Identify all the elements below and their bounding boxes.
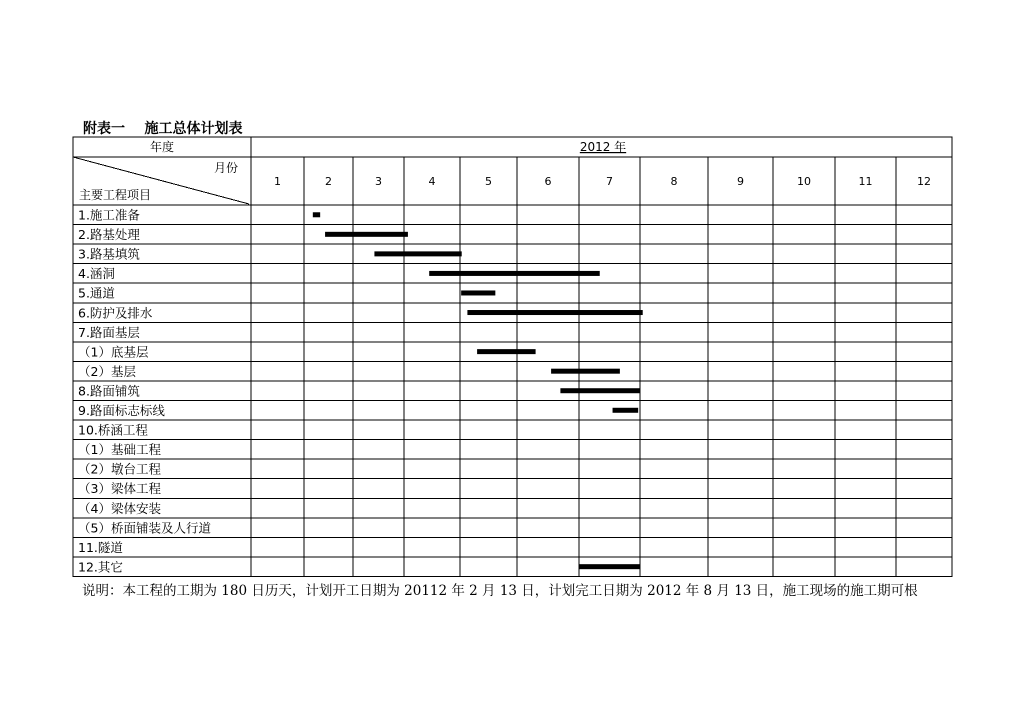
month-label-12: 12	[917, 175, 931, 188]
month-label: 月份	[213, 161, 238, 175]
schedule-bar	[467, 310, 642, 315]
month-label-7: 7	[606, 175, 613, 188]
month-label-3: 3	[375, 175, 382, 188]
month-labels	[274, 175, 931, 188]
table-grid	[73, 137, 952, 576]
schedule-note: 说明：本工程的工期为 180 日历天，计划开工日期为 20112 年 2 月 13 日，计划完工日期为 2012 年 8 月 13 日，施工现场的施工期可根	[82, 583, 918, 599]
month-label-11: 11	[858, 175, 873, 188]
schedule-bar	[374, 251, 461, 256]
year-value: 2012 年	[579, 140, 627, 154]
row-label: 1.施工准备	[78, 207, 140, 223]
schedule-bar	[477, 349, 535, 354]
row-label: 9.路面标志标线	[78, 403, 165, 418]
table-title: 附表一 施工总体计划表	[83, 121, 243, 137]
schedule-bar	[325, 232, 408, 237]
row-labels	[78, 208, 211, 575]
month-label-6: 6	[544, 175, 552, 188]
row-label: （4）梁体安装	[78, 500, 161, 516]
row-label: （2）基层	[78, 363, 136, 379]
month-label-4: 4	[428, 175, 436, 188]
row-label: （5）桥面铺装及人行道	[78, 520, 211, 536]
schedule-bar	[429, 271, 600, 276]
schedule-bar	[560, 388, 640, 393]
schedule-bar	[551, 369, 620, 374]
row-label: 11.隧道	[78, 539, 123, 555]
month-label-2: 2	[325, 175, 332, 188]
row-label: 8.路面铺筑	[78, 383, 140, 399]
item-label: 主要工程项目	[79, 188, 152, 202]
row-label: 10.桥涵工程	[78, 422, 148, 438]
month-label-10: 10	[797, 175, 811, 188]
row-label: 5.通道	[78, 285, 115, 301]
table-border	[73, 137, 952, 576]
row-label: （1）基础工程	[78, 442, 161, 458]
month-label-5: 5	[485, 175, 492, 188]
month-label-9: 9	[737, 175, 744, 188]
schedule-bar	[461, 290, 495, 295]
row-label: 3.路基填筑	[78, 246, 140, 262]
row-label: （3）梁体工程	[78, 481, 161, 497]
month-label-8: 8	[670, 175, 678, 188]
schedule-bar	[579, 564, 640, 569]
month-label-1: 1	[274, 175, 281, 188]
year-label: 年度	[149, 140, 175, 154]
schedule-bars	[313, 212, 643, 569]
row-label: （2）墩台工程	[78, 461, 161, 477]
row-label: 6.防护及排水	[78, 305, 153, 321]
row-label: 12.其它	[78, 559, 123, 575]
schedule-bar	[613, 408, 639, 413]
row-label: 2.路基处理	[78, 227, 140, 243]
schedule-bar	[313, 212, 320, 217]
row-label: （1）底基层	[78, 344, 149, 360]
row-label: 4.涵洞	[78, 266, 115, 282]
row-label: 7.路面基层	[78, 324, 140, 340]
